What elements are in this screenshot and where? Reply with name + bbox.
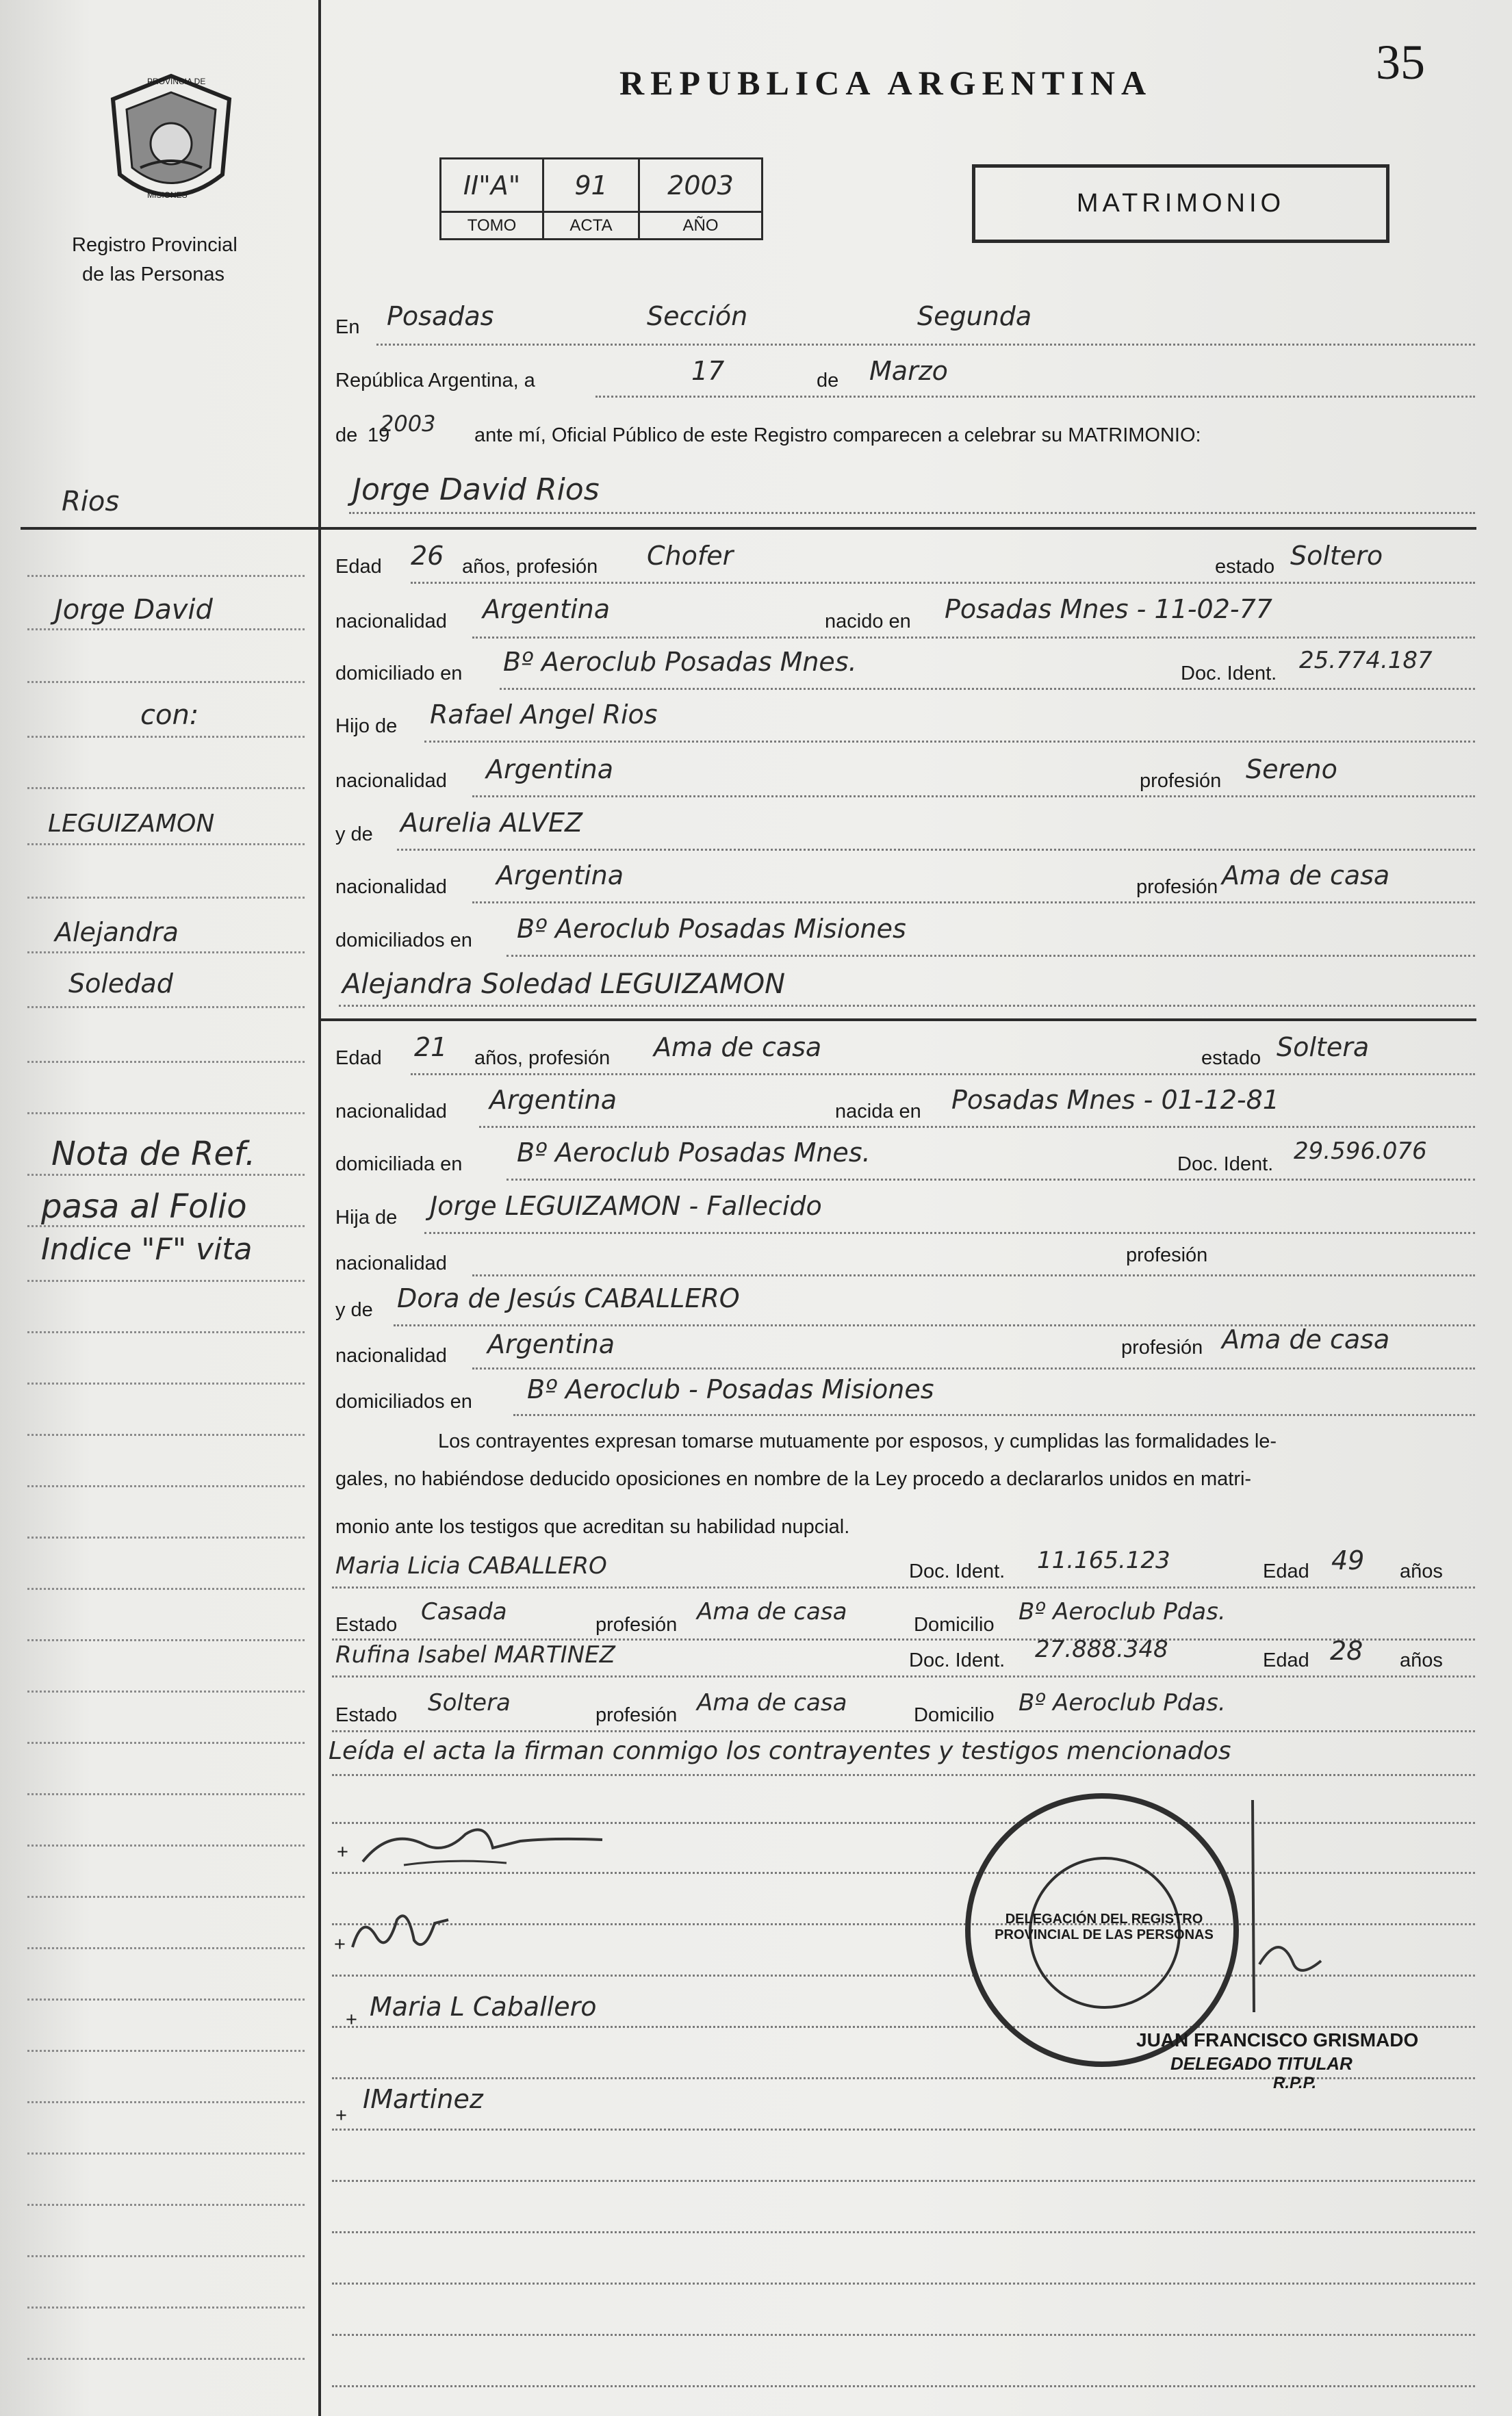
declaration-line2: gales, no habiéndose deducido oposiciones en nombre de la Ley procedo a declararlos unidos en matri- — [335, 1468, 1252, 1490]
margin-divider — [318, 0, 321, 2416]
witness1-doc: 11.165.123 — [1037, 1547, 1170, 1574]
groom-occupation: Chofer — [647, 541, 734, 571]
groom-hijo-label: Hijo de — [335, 715, 398, 737]
witness2-doc-label: Doc. Ident. — [909, 1649, 1005, 1671]
bride-domicilio-label: domiciliada en — [335, 1153, 463, 1175]
groom-line-4 — [424, 741, 1475, 743]
margin-surname2: LEGUIZAMON — [48, 810, 215, 838]
groom-line-8 — [507, 955, 1475, 957]
declaration-line1: Los contrayentes expresan tomarse mutuamente por esposos, y cumplidas las formalidades le- — [438, 1430, 1277, 1452]
margin-line-5 — [27, 787, 305, 789]
margin-line-12 — [27, 1174, 305, 1176]
record-type: MATRIMONIO — [1076, 189, 1285, 218]
witness2-line-2 — [332, 1730, 1475, 1732]
tomo-label: TOMO — [441, 212, 543, 240]
bride-name-line — [339, 1005, 1475, 1007]
bride-line-7 — [472, 1367, 1475, 1370]
bride-yde-label: y de — [335, 1299, 373, 1321]
seccion-value: Sección — [647, 301, 748, 331]
signature-plus-3: + — [346, 2009, 357, 2031]
official-signature-icon — [1218, 1793, 1342, 2040]
blank-line-12 — [332, 2385, 1475, 2387]
margin-line-15 — [27, 1331, 305, 1333]
groom-marital-status: Soltero — [1290, 541, 1383, 571]
groom-parents-address: Bº Aeroclub Posadas Misiones — [517, 914, 906, 944]
margin-line-2 — [27, 628, 305, 630]
margin-line-6 — [27, 843, 305, 845]
bride-parents-dom-label: domiciliados en — [335, 1391, 472, 1413]
bride-age: 21 — [414, 1032, 448, 1062]
groom-mother-nat-label: nacionalidad — [335, 876, 447, 898]
groom-age: 26 — [411, 541, 444, 571]
page-number: 35 — [1376, 35, 1425, 90]
witness1-name: Maria Licia CABALLERO — [335, 1552, 607, 1580]
witness1-profesion-label: profesión — [595, 1614, 678, 1636]
margin-line-28 — [27, 1999, 305, 2001]
registry-name-line1: Registro Provincial — [72, 234, 238, 256]
margin-line-1 — [27, 575, 305, 577]
anio-value: 2003 — [639, 159, 763, 212]
margin-line-17 — [27, 1434, 305, 1436]
closing-text: Leída el acta la firman conmigo los contrayentes y testigos mencionados — [329, 1737, 1231, 1765]
margin-name1: Jorge David — [55, 594, 213, 626]
bride-mother-nat-label: nacionalidad — [335, 1345, 447, 1367]
margin-line-25 — [27, 1845, 305, 1847]
groom-line-3 — [500, 688, 1475, 690]
bride-line-3 — [507, 1179, 1475, 1181]
groom-father-nat: Argentina — [486, 754, 614, 784]
bride-line-4 — [424, 1232, 1475, 1234]
bride-doc: 29.596.076 — [1294, 1138, 1427, 1165]
blank-line-11 — [332, 2334, 1475, 2336]
bride-birth: Posadas Mnes - 01-12-81 — [951, 1085, 1279, 1115]
groom-mother-prof: Ama de casa — [1222, 860, 1390, 890]
margin-line-10 — [27, 1061, 305, 1063]
margin-name2b: Soledad — [68, 968, 173, 999]
record-type-box — [972, 164, 1389, 243]
margin-note-1: Nota de Ref. — [51, 1135, 256, 1173]
seal-bottom-text: MISIONES — [147, 190, 188, 200]
groom-line-6 — [397, 849, 1475, 851]
groom-doc: 25.774.187 — [1299, 647, 1433, 674]
official-name: JUAN FRANCISCO GRISMADO — [1136, 2029, 1419, 2051]
bride-full-name: Alejandra Soledad LEGUIZAMON — [342, 968, 786, 1000]
witness2-address: Bº Aeroclub Pdas. — [1018, 1689, 1226, 1717]
groom-mother-prof-label: profesión — [1136, 876, 1218, 898]
margin-line-33 — [27, 2255, 305, 2257]
margin-line-11 — [27, 1112, 305, 1114]
witness1-status: Casada — [421, 1598, 507, 1625]
witness1-domicilio-label: Domicilio — [914, 1614, 995, 1636]
margin-note-2: pasa al Folio — [41, 1187, 247, 1226]
margin-line-16 — [27, 1383, 305, 1385]
margin-surname1: Rios — [62, 486, 120, 517]
witness2-occupation: Ama de casa — [697, 1689, 847, 1717]
groom-nacionalidad-label: nacionalidad — [335, 611, 447, 632]
acta-value: 91 — [543, 159, 639, 212]
margin-con: con: — [140, 699, 199, 731]
stamp-text: DELEGACIÓN DEL REGISTRO PROVINCIAL DE LAS PERSONAS — [995, 1912, 1214, 1942]
acta-reference-table — [439, 157, 763, 240]
witness1-edad-label: Edad — [1263, 1560, 1309, 1582]
bride-marital-status: Soltera — [1277, 1032, 1370, 1062]
bride-mother: Dora de Jesús CABALLERO — [397, 1283, 740, 1313]
bride-nationality: Argentina — [489, 1085, 617, 1115]
groom-doc-label: Doc. Ident. — [1181, 663, 1277, 684]
bride-nacida-label: nacida en — [835, 1101, 921, 1122]
groom-edad-label: Edad — [335, 556, 382, 578]
groom-parents-dom-label: domiciliados en — [335, 929, 472, 951]
margin-line-22 — [27, 1691, 305, 1693]
official-title: DELEGADO TITULAR — [1170, 2053, 1353, 2074]
bride-nacionalidad-label: nacionalidad — [335, 1101, 447, 1122]
groom-father: Rafael Angel Rios — [430, 699, 658, 730]
margin-line-8 — [27, 951, 305, 953]
margin-line-13 — [27, 1225, 305, 1227]
bride-estado-label: estado — [1201, 1047, 1261, 1069]
blank-line-8 — [332, 2180, 1475, 2182]
bride-father: Jorge LEGUIZAMON - Fallecido — [430, 1191, 822, 1221]
bride-mother-prof-label: profesión — [1121, 1337, 1203, 1359]
margin-line-29 — [27, 2050, 305, 2052]
seal-top-text: PROVINCIA DE — [147, 77, 206, 86]
intro-text: ante mí, Oficial Público de este Registro comparecen a celebrar su MATRIMONIO: — [474, 424, 1201, 446]
margin-name2a: Alejandra — [55, 917, 179, 947]
declaration-line3: monio ante los testigos que acreditan su habilidad nupcial. — [335, 1516, 850, 1538]
anio-label: AÑO — [639, 212, 763, 240]
witness1-line-2 — [332, 1638, 1475, 1641]
witness2-edad-label: Edad — [1263, 1649, 1309, 1671]
groom-name-rule — [320, 527, 1476, 530]
margin-line-14 — [27, 1280, 305, 1282]
bride-address: Bº Aeroclub Posadas Mnes. — [517, 1138, 871, 1168]
groom-mother-nat: Argentina — [496, 860, 624, 890]
witness2-status: Soltera — [428, 1689, 511, 1717]
witness2-name: Rufina Isabel MARTINEZ — [335, 1641, 615, 1669]
closing-line — [332, 1774, 1475, 1776]
blank-line-9 — [332, 2231, 1475, 2233]
registry-name-line2: de las Personas — [82, 264, 225, 285]
signature-plus-4: + — [335, 2105, 347, 2126]
official-org: R.P.P. — [1273, 2074, 1317, 2092]
groom-name-line — [349, 512, 1475, 514]
official-stamp — [965, 1793, 1239, 2067]
year-value: 2003 — [380, 411, 436, 437]
bride-line-1 — [411, 1073, 1475, 1075]
witness1-doc-label: Doc. Ident. — [909, 1560, 1005, 1582]
bride-signature-icon — [346, 1899, 462, 1968]
witness2-line-1 — [332, 1675, 1475, 1678]
bride-name-rule — [320, 1018, 1476, 1021]
margin-line-30 — [27, 2101, 305, 2103]
bride-doc-label: Doc. Ident. — [1177, 1153, 1274, 1175]
groom-signature-icon — [349, 1814, 616, 1875]
margin-line-23 — [27, 1742, 305, 1744]
margin-line-31 — [27, 2152, 305, 2155]
groom-yde-label: y de — [335, 823, 373, 845]
bride-hija-label: Hija de — [335, 1207, 398, 1229]
margin-rule-1 — [21, 527, 318, 530]
year-print: 19 — [368, 424, 390, 446]
groom-full-name: Jorge David Rios — [353, 472, 600, 507]
groom-line-1 — [411, 582, 1475, 584]
bride-profesion-label: años, profesión — [474, 1047, 611, 1069]
month-value: Marzo — [869, 356, 948, 386]
groom-line-7 — [472, 901, 1475, 903]
groom-address: Bº Aeroclub Posadas Mnes. — [503, 647, 857, 677]
intro-line-1 — [376, 344, 1475, 346]
blank-line-7 — [332, 2129, 1475, 2131]
blank-line-10 — [332, 2283, 1475, 2285]
margin-line-4 — [27, 736, 305, 738]
margin-line-18 — [27, 1485, 305, 1487]
bride-father-prof-label: profesión — [1126, 1244, 1208, 1266]
margin-line-35 — [27, 2358, 305, 2360]
margin-line-34 — [27, 2306, 305, 2309]
margin-line-27 — [27, 1947, 305, 1949]
bride-mother-nat: Argentina — [487, 1329, 615, 1359]
bride-occupation: Ama de casa — [654, 1032, 822, 1062]
witness2-anios-label: años — [1400, 1649, 1443, 1671]
acta-label: ACTA — [543, 212, 639, 240]
witness1-anios-label: años — [1400, 1560, 1443, 1582]
witness2-profesion-label: profesión — [595, 1704, 678, 1726]
groom-father-nat-label: nacionalidad — [335, 770, 447, 792]
margin-line-19 — [27, 1537, 305, 1539]
signature-plus-1: + — [337, 1841, 348, 1863]
day-value: 17 — [691, 356, 725, 386]
bride-line-8 — [513, 1414, 1475, 1416]
bride-line-2 — [479, 1126, 1475, 1128]
de2-label: de — [335, 424, 358, 446]
groom-estado-label: estado — [1215, 556, 1275, 578]
signature-plus-2: + — [334, 1933, 346, 1955]
witness1-estado-label: Estado — [335, 1614, 398, 1636]
groom-father-prof: Sereno — [1246, 754, 1337, 784]
tomo-value: II"A" — [441, 159, 543, 212]
groom-birth: Posadas Mnes - 11-02-77 — [945, 594, 1272, 624]
groom-nacido-label: nacido en — [825, 611, 911, 632]
place-value: Posadas — [387, 301, 494, 331]
bride-line-5 — [472, 1274, 1475, 1276]
en-label: En — [335, 316, 360, 338]
margin-line-7 — [27, 897, 305, 899]
witness1-line-1 — [332, 1586, 1475, 1589]
bride-mother-prof: Ama de casa — [1222, 1324, 1390, 1354]
witness1-occupation: Ama de casa — [697, 1598, 847, 1625]
de-label: de — [817, 370, 839, 391]
bride-father-nat-label: nacionalidad — [335, 1252, 447, 1274]
witness1-age: 49 — [1331, 1545, 1365, 1576]
groom-line-2 — [472, 637, 1475, 639]
bride-parents-address: Bº Aeroclub - Posadas Misiones — [527, 1374, 934, 1404]
bride-edad-label: Edad — [335, 1047, 382, 1069]
witness2-domicilio-label: Domicilio — [914, 1704, 995, 1726]
document-title: REPUBLICA ARGENTINA — [619, 64, 1153, 102]
intro-line-2 — [595, 396, 1475, 398]
margin-line-20 — [27, 1588, 305, 1590]
witness2-signature: IMartinez — [363, 2084, 483, 2114]
witness2-doc: 27.888.348 — [1035, 1636, 1168, 1663]
margin-line-3 — [27, 681, 305, 683]
witness2-estado-label: Estado — [335, 1704, 398, 1726]
groom-profesion-label: años, profesión — [462, 556, 598, 578]
witness2-age: 28 — [1330, 1636, 1363, 1666]
groom-domicilio-label: domiciliado en — [335, 663, 463, 684]
margin-line-24 — [27, 1793, 305, 1795]
groom-father-prof-label: profesión — [1140, 770, 1222, 792]
margin-line-9 — [27, 1006, 305, 1008]
republica-label: República Argentina, a — [335, 370, 535, 391]
seccion-number: Segunda — [917, 301, 1032, 331]
groom-nationality: Argentina — [483, 594, 611, 624]
margin-note-3: Indice "F" vita — [41, 1232, 253, 1267]
groom-line-5 — [472, 795, 1475, 797]
margin-line-32 — [27, 2204, 305, 2206]
witness1-signature: Maria L Caballero — [370, 1992, 597, 2022]
margin-line-26 — [27, 1896, 305, 1898]
witness1-address: Bº Aeroclub Pdas. — [1018, 1598, 1226, 1625]
margin-line-21 — [27, 1639, 305, 1641]
groom-mother: Aurelia ALVEZ — [400, 808, 582, 838]
